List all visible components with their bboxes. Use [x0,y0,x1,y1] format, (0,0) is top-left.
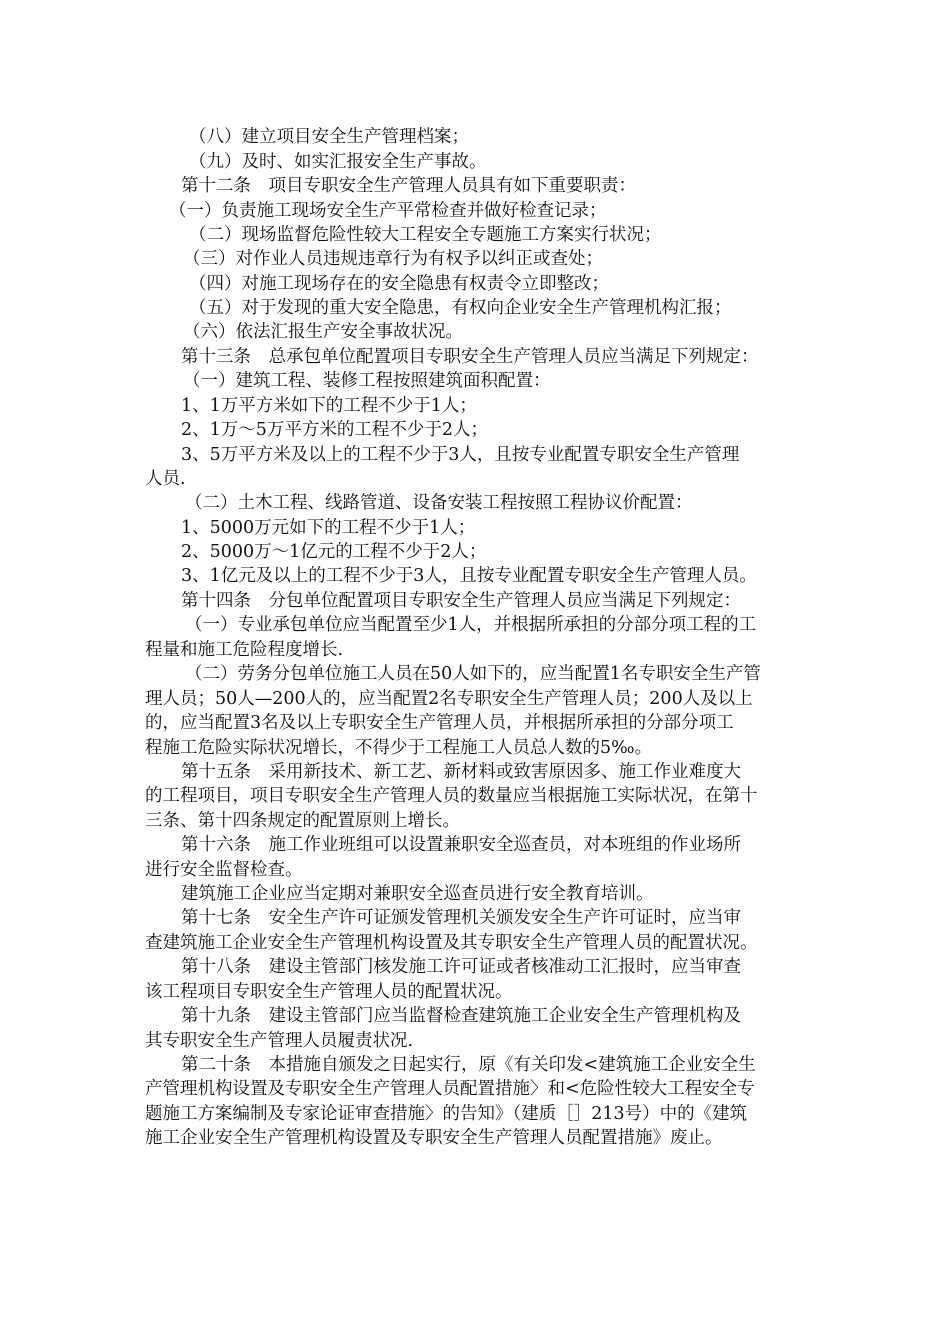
text-line: 理人员；50人—200人的，应当配置2名专职安全生产管理人员；200人及以上 [145,689,753,709]
text-line: 2、1万～5万平方米的工程不少于2人； [181,420,489,440]
text-line: （二）土木工程、线路管道、设备安装工程按照工程协议价配置： [185,493,693,513]
text-line: 第十六条 施工作业班组可以设置兼职安全巡查员，对本班组的作业场所 [181,835,741,855]
text-line: 查建筑施工企业安全生产管理机构设置及其专职安全生产管理人员的配置状况。 [145,933,758,953]
text-line: 1、5000万元如下的工程不少于1人； [181,518,476,538]
text-line: （三）对作业人员违规违章行为有权予以纠正或查处； [183,249,603,269]
text-line: 三条、第十四条规定的配置原则上增长。 [145,811,460,831]
text-line: （九）及时、如实汇报安全生产事故。 [189,152,487,172]
text-line: 第十八条 建设主管部门核发施工许可证或者核准动工汇报时，应当审查 [181,957,741,977]
text-line: 第十九条 建设主管部门应当监督检查建筑施工企业安全生产管理机构及 [181,1006,741,1026]
text-line: 程施工危险实际状况增长，不得少于工程施工人员总人数的5‰。 [145,738,653,758]
text-line: 人员. [145,469,186,489]
text-line: 产管理机构设置及专职安全生产管理人员配置措施〉和<危险性较大工程安全专 [145,1079,755,1099]
text-line: （六）依法汇报生产安全事故状况。 [183,322,463,342]
text-line: 的，应当配置3名及以上专职安全生产管理人员，并根据所承担的分部分项工 [145,713,734,733]
text-line: 进行安全监督检查。 [145,860,303,880]
text-line: 1、1万平方米如下的工程不少于1人； [181,396,477,416]
text-line: （一）负责施工现场安全生产平常检查并做好检查记录； [169,201,607,221]
text-line: （四）对施工现场存在的安全隐患有权责令立即整改； [189,274,609,294]
text-line: 3、5万平方米及以上的工程不少于3人，且按专业配置专职安全生产管理 [181,445,740,465]
text-line: （二）劳务分包单位施工人员在50人如下的，应当配置1名专职安全生产管 [185,664,761,684]
text-line: 第十二条 项目专职安全生产管理人员具有如下重要职责： [181,176,636,196]
text-line: （五）对于发现的重大安全隐患，有权向企业安全生产管理机构汇报； [189,298,732,318]
text-line: （二）现场监督危险性较大工程安全专题施工方案实行状况； [189,225,662,245]
text-line: 施工企业安全生产管理机构设置及专职安全生产管理人员配置措施》废止。 [145,1128,723,1148]
text-line: 第二十条 本措施自颁发之日起实行，原《有关印发<建筑施工企业安全生 [181,1055,756,1075]
text-line: 第十五条 采用新技术、新工艺、新材料或致害原因多、施工作业难度大 [181,762,741,782]
text-line: 的工程项目，项目专职安全生产管理人员的数量应当根据施工实际状况，在第十 [145,786,758,806]
text-line: 第十四条 分包单位配置项目专职安全生产管理人员应当满足下列规定： [181,591,741,611]
text-line: （一）建筑工程、装修工程按照建筑面积配置： [183,371,551,391]
text-line: 该工程项目专职安全生产管理人员的配置状况。 [145,982,513,1002]
text-line: 3、1亿元及以上的工程不少于3人，且按专业配置专职安全生产管理人员。 [181,566,757,586]
text-line: 第十三条 总承包单位配置项目专职安全生产管理人员应当满足下列规定： [181,347,759,367]
text-line: 程量和施工危险程度增长. [145,640,344,660]
text-line: 题施工方案编制及专家论证审查措施〉的告知》（建质［］213号）中的《建筑 [145,1104,748,1124]
text-line: （一）专业承包单位应当配置至少1人，并根据所承担的分部分项工程的工 [185,615,757,635]
text-line: 2、5000万～1亿元的工程不少于2人； [181,542,487,562]
text-line: 第十七条 安全生产许可证颁发管理机关颁发安全生产许可证时，应当审 [181,908,741,928]
text-line: 建筑施工企业应当定期对兼职安全巡查员进行安全教育培训。 [181,884,654,904]
text-line: 其专职安全生产管理人员履责状况. [145,1031,414,1051]
text-line: （八）建立项目安全生产管理档案； [189,127,469,147]
